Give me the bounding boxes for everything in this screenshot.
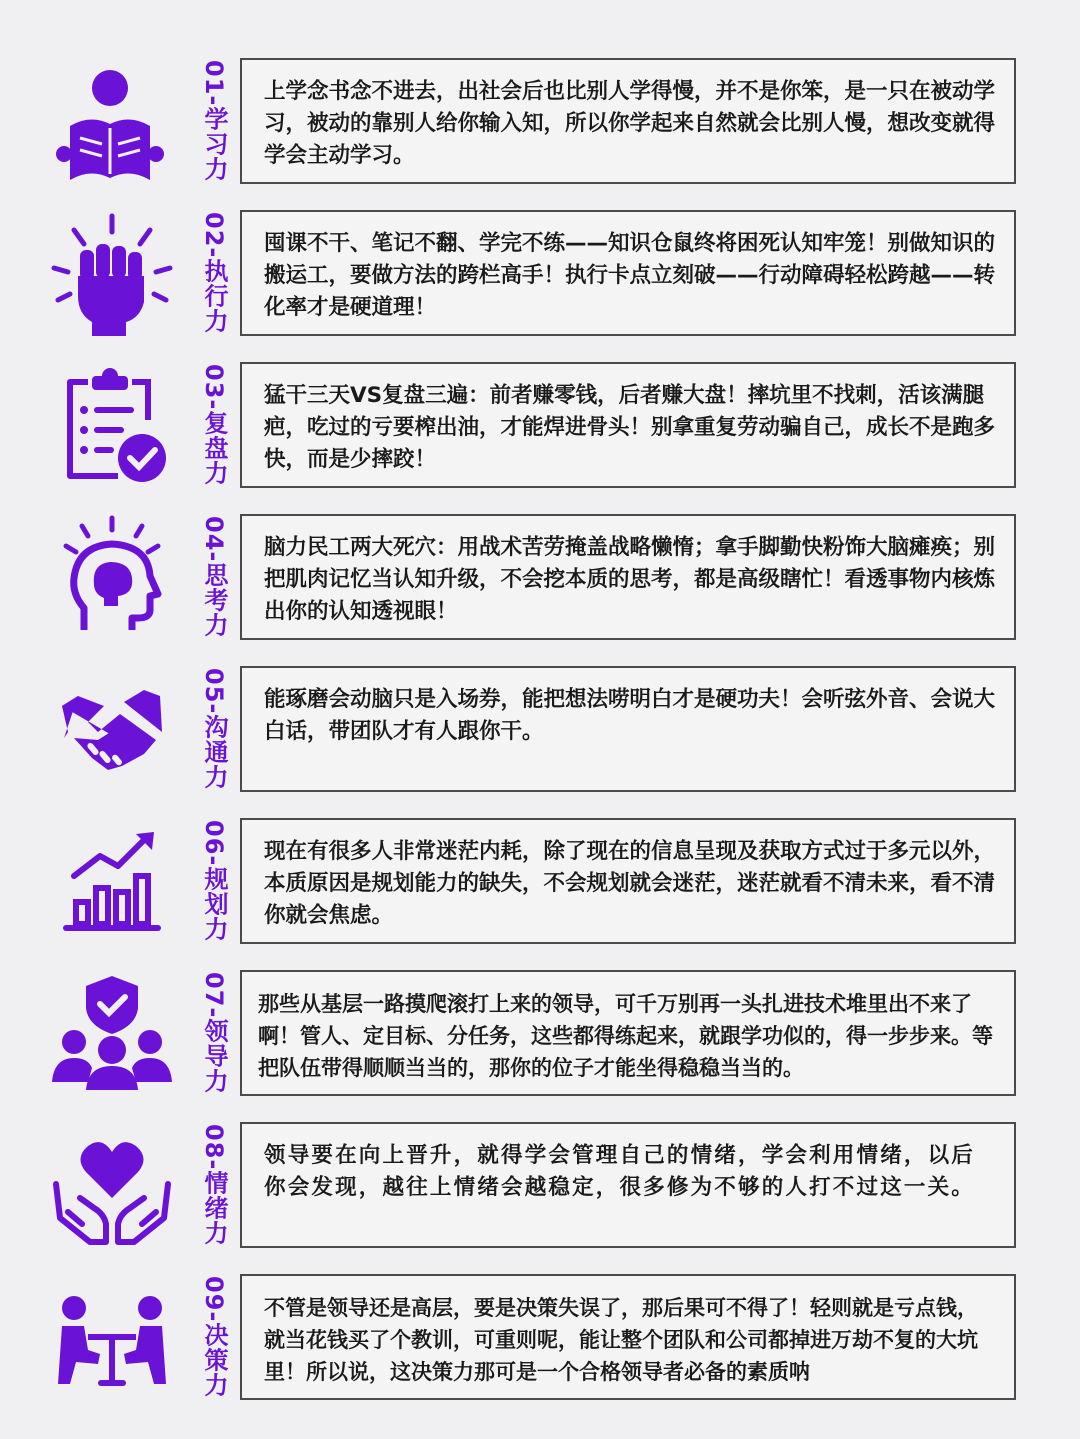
list-item — [0, 666, 1080, 796]
checklist-icon — [48, 362, 176, 492]
growth-chart-icon — [48, 818, 176, 948]
item-label: 04-思考力 — [200, 516, 228, 638]
item-text: 能琢磨会动脑只是入场券，能把想法唠明白才是硬功夫！会听弦外音、会说大白话，带团队才有人跟你干。 — [240, 666, 1016, 792]
meeting-table-icon — [48, 1274, 176, 1404]
list-item — [0, 362, 1080, 492]
item-label: 02-执行力 — [200, 212, 228, 334]
item-label: 05-沟通力 — [200, 668, 228, 790]
item-text: 不管是领导还是高层，要是决策失误了，那后果可不得了！轻则就是亏点钱，就当花钱买了个教训，可重则呢，能让整个团队和公司都掉进万劫不复的大坑里！所以说，这决策力那可是一个合格领导者必备的素质呐 — [240, 1274, 1016, 1400]
item-label: 09-决策力 — [200, 1276, 228, 1398]
handshake-icon — [48, 666, 176, 796]
item-text: 脑力民工两大死穴：用战术苦劳掩盖战略懒惰；拿手脚勤快粉饰大脑瘫痪；别把肌肉记忆当认知升级，不会挖本质的思考，都是高级瞎忙！看透事物内核炼出你的认知透视眼！ — [240, 514, 1016, 640]
item-text: 领导要在向上晋升，就得学会管理自己的情绪，学会利用情绪，以后你会发现，越往上情绪会越稳定，很多修为不够的人打不过这一关。 — [240, 1122, 1016, 1248]
list-item — [0, 210, 1080, 340]
item-label: 06-规划力 — [200, 820, 228, 942]
item-text: 上学念书念不进去，出社会后也比别人学得慢，并不是你笨，是一只在被动学习，被动的靠别人给你输入知，所以你学起来自然就会比别人慢，想改变就得学会主动学习。 — [240, 58, 1016, 184]
list-item — [0, 58, 1080, 188]
item-label: 03-复盘力 — [200, 364, 228, 486]
raised-fist-icon — [48, 210, 176, 340]
list-item — [0, 970, 1080, 1100]
item-label: 07-领导力 — [200, 972, 228, 1094]
list-item — [0, 818, 1080, 948]
item-text: 猛干三天VS复盘三遍：前者赚零钱，后者赚大盘！摔坑里不找刺，活该满腿疤，吃过的亏要榨出油，才能焊进骨头！别拿重复劳动骗自己，成长不是跑多快，而是少摔跤！ — [240, 362, 1016, 488]
list-item — [0, 514, 1080, 644]
list-item — [0, 1122, 1080, 1252]
team-shield-icon — [48, 970, 176, 1100]
reader-book-icon — [48, 58, 176, 188]
item-label: 08-情绪力 — [200, 1124, 228, 1246]
item-text: 囤课不干、笔记不翻、学完不练——知识仓鼠终将困死认知牢笼！别做知识的搬运工，要做方法的跨栏高手！执行卡点立刻破——行动障碍轻松跨越——转化率才是硬道理！ — [240, 210, 1016, 336]
item-label: 01-学习力 — [200, 60, 228, 182]
head-brain-icon — [48, 514, 176, 644]
item-text: 那些从基层一路摸爬滚打上来的领导，可千万别再一头扎进技术堆里出不来了啊！管人、定目标、分任务，这些都得练起来，就跟学功似的，得一步步来。等把队伍带得顺顺当当的，那你的位子才能坐得稳稳当当的。 — [240, 970, 1016, 1096]
item-text: 现在有很多人非常迷茫内耗，除了现在的信息呈现及获取方式过于多元以外，本质原因是规划能力的缺失，不会规划就会迷茫，迷茫就看不清未来，看不清你就会焦虑。 — [240, 818, 1016, 944]
list-item — [0, 1274, 1080, 1404]
heart-hands-icon — [48, 1122, 176, 1252]
